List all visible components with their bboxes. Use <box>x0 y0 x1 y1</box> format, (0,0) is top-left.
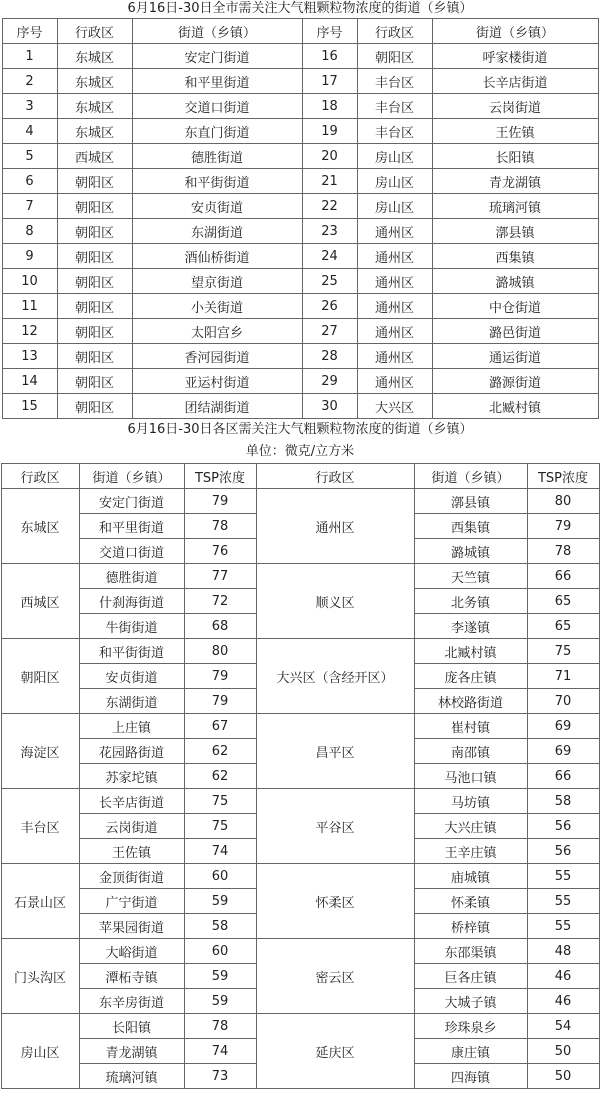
table-row <box>2 344 598 369</box>
col-header-street: 街道（乡镇） <box>414 464 527 489</box>
cell-street: 太阳宫乡 <box>132 319 302 344</box>
cell-street: 和平街街道 <box>132 169 302 194</box>
col-header-tsp: TSP浓度 <box>184 464 256 489</box>
cell-tsp: 78 <box>184 514 256 539</box>
cell-street: 交道口街道 <box>132 94 302 119</box>
district-cell: 丰台区 <box>1 789 79 864</box>
cell-index: 16 <box>302 44 357 69</box>
table-row <box>2 269 598 294</box>
cell-index: 18 <box>302 94 357 119</box>
cell-street: 马坊镇 <box>414 789 527 814</box>
cell-street: 珍珠泉乡 <box>414 1014 527 1039</box>
cell-street: 东直门街道 <box>132 119 302 144</box>
cell-street: 北臧村镇 <box>432 394 598 419</box>
cell-district: 朝阳区 <box>57 219 132 244</box>
cell-street: 青龙湖镇 <box>432 169 598 194</box>
cell-district: 西城区 <box>57 144 132 169</box>
cell-street: 北臧村镇 <box>414 639 527 664</box>
cell-street: 四海镇 <box>414 1064 527 1089</box>
district-tsp-table <box>1 463 600 1089</box>
cell-tsp: 60 <box>184 939 256 964</box>
district-cell: 通州区 <box>256 489 414 564</box>
table-header-row <box>2 19 598 44</box>
cell-district: 朝阳区 <box>57 394 132 419</box>
district-cell: 平谷区 <box>256 789 414 864</box>
col-header-street: 街道（乡镇） <box>79 464 184 489</box>
cell-street: 大兴庄镇 <box>414 814 527 839</box>
cell-tsp: 74 <box>184 1039 256 1064</box>
cell-district: 通州区 <box>357 319 432 344</box>
cell-street: 长阳镇 <box>79 1014 184 1039</box>
cell-index: 1 <box>2 44 57 69</box>
citywide-streets-table <box>2 18 599 419</box>
col-header-index: 序号 <box>2 19 57 44</box>
cell-district: 通州区 <box>357 344 432 369</box>
cell-tsp: 80 <box>184 639 256 664</box>
col-header-district: 行政区 <box>57 19 132 44</box>
col-header-district: 行政区 <box>357 19 432 44</box>
cell-street: 上庄镇 <box>79 714 184 739</box>
cell-tsp: 74 <box>184 839 256 864</box>
cell-district: 通州区 <box>357 219 432 244</box>
cell-tsp: 66 <box>527 764 599 789</box>
cell-street: 潞邑街道 <box>432 319 598 344</box>
cell-street: 西集镇 <box>432 244 598 269</box>
cell-index: 29 <box>302 369 357 394</box>
cell-street: 金顶街街道 <box>79 864 184 889</box>
cell-street: 青龙湖镇 <box>79 1039 184 1064</box>
cell-street: 香河园街道 <box>132 344 302 369</box>
table-header-row <box>1 464 599 489</box>
cell-index: 24 <box>302 244 357 269</box>
cell-street: 东湖街道 <box>132 219 302 244</box>
cell-tsp: 71 <box>527 664 599 689</box>
cell-street: 和平街街道 <box>79 639 184 664</box>
col-header-street: 街道（乡镇） <box>432 19 598 44</box>
cell-tsp: 59 <box>184 989 256 1014</box>
cell-district: 通州区 <box>357 269 432 294</box>
cell-index: 15 <box>2 394 57 419</box>
cell-tsp: 72 <box>184 589 256 614</box>
district-cell: 朝阳区 <box>1 639 79 714</box>
cell-street: 安定门街道 <box>79 489 184 514</box>
cell-street: 琉璃河镇 <box>79 1064 184 1089</box>
cell-street: 中仓街道 <box>432 294 598 319</box>
cell-tsp: 46 <box>527 989 599 1014</box>
cell-tsp: 65 <box>527 614 599 639</box>
district-cell: 顺义区 <box>256 564 414 639</box>
col-header-index: 序号 <box>302 19 357 44</box>
table-row <box>2 69 598 94</box>
cell-index: 2 <box>2 69 57 94</box>
cell-tsp: 59 <box>184 889 256 914</box>
table1-title: 6月16日-30日全市需关注大气粗颗粒物浓度的街道（乡镇） <box>127 1 473 16</box>
cell-district: 丰台区 <box>357 69 432 94</box>
cell-street: 西集镇 <box>414 514 527 539</box>
district-cell: 密云区 <box>256 939 414 1014</box>
cell-index: 17 <box>302 69 357 94</box>
table-row <box>2 94 598 119</box>
cell-street: 酒仙桥街道 <box>132 244 302 269</box>
table-row <box>2 144 598 169</box>
cell-district: 朝阳区 <box>57 294 132 319</box>
cell-street: 怀柔镇 <box>414 889 527 914</box>
cell-tsp: 68 <box>184 614 256 639</box>
table-row <box>1 864 599 889</box>
district-cell: 大兴区（含经开区） <box>256 639 414 714</box>
district-cell: 门头沟区 <box>1 939 79 1014</box>
cell-district: 朝阳区 <box>57 319 132 344</box>
cell-tsp: 50 <box>527 1039 599 1064</box>
cell-tsp: 62 <box>184 739 256 764</box>
cell-street: 什刹海街道 <box>79 589 184 614</box>
cell-district: 朝阳区 <box>57 344 132 369</box>
cell-district: 丰台区 <box>357 119 432 144</box>
cell-tsp: 48 <box>527 939 599 964</box>
table-row <box>2 244 598 269</box>
district-cell: 房山区 <box>1 1014 79 1089</box>
cell-street: 安贞街道 <box>79 664 184 689</box>
cell-district: 房山区 <box>357 194 432 219</box>
cell-street: 大城子镇 <box>414 989 527 1014</box>
table-row <box>1 939 599 964</box>
cell-index: 6 <box>2 169 57 194</box>
col-header-tsp: TSP浓度 <box>527 464 599 489</box>
cell-index: 11 <box>2 294 57 319</box>
cell-tsp: 55 <box>527 889 599 914</box>
cell-tsp: 67 <box>184 714 256 739</box>
cell-tsp: 76 <box>184 539 256 564</box>
cell-district: 朝阳区 <box>57 244 132 269</box>
cell-tsp: 59 <box>184 964 256 989</box>
cell-tsp: 70 <box>527 689 599 714</box>
cell-street: 亚运村街道 <box>132 369 302 394</box>
cell-tsp: 56 <box>527 839 599 864</box>
cell-street: 德胜街道 <box>79 564 184 589</box>
table-row <box>2 119 598 144</box>
col-header-district: 行政区 <box>256 464 414 489</box>
cell-street: 王佐镇 <box>432 119 598 144</box>
cell-street: 庞各庄镇 <box>414 664 527 689</box>
cell-street: 云岗街道 <box>432 94 598 119</box>
table-row <box>2 294 598 319</box>
cell-street: 潞城镇 <box>414 539 527 564</box>
cell-index: 5 <box>2 144 57 169</box>
table-row <box>2 194 598 219</box>
col-header-district: 行政区 <box>1 464 79 489</box>
cell-street: 望京街道 <box>132 269 302 294</box>
district-cell: 西城区 <box>1 564 79 639</box>
cell-tsp: 55 <box>527 864 599 889</box>
cell-district: 朝阳区 <box>357 44 432 69</box>
cell-tsp: 60 <box>184 864 256 889</box>
district-cell: 石景山区 <box>1 864 79 939</box>
cell-street: 林校路街道 <box>414 689 527 714</box>
cell-tsp: 50 <box>527 1064 599 1089</box>
cell-street: 潞城镇 <box>432 269 598 294</box>
cell-street: 德胜街道 <box>132 144 302 169</box>
cell-street: 交道口街道 <box>79 539 184 564</box>
cell-district: 丰台区 <box>357 94 432 119</box>
cell-street: 潭柘寺镇 <box>79 964 184 989</box>
cell-tsp: 78 <box>184 1014 256 1039</box>
cell-street: 南邵镇 <box>414 739 527 764</box>
district-cell: 海淀区 <box>1 714 79 789</box>
cell-street: 桥梓镇 <box>414 914 527 939</box>
cell-tsp: 62 <box>184 764 256 789</box>
cell-street: 北务镇 <box>414 589 527 614</box>
cell-district: 通州区 <box>357 244 432 269</box>
cell-street: 东湖街道 <box>79 689 184 714</box>
cell-index: 10 <box>2 269 57 294</box>
cell-tsp: 69 <box>527 714 599 739</box>
table2-title: 6月16日-30日各区需关注大气粗颗粒物浓度的街道（乡镇） <box>127 422 473 437</box>
cell-street: 康庄镇 <box>414 1039 527 1064</box>
cell-tsp: 65 <box>527 589 599 614</box>
cell-district: 东城区 <box>57 69 132 94</box>
cell-index: 25 <box>302 269 357 294</box>
cell-index: 8 <box>2 219 57 244</box>
cell-street: 天竺镇 <box>414 564 527 589</box>
cell-index: 4 <box>2 119 57 144</box>
table-row <box>1 489 599 514</box>
cell-street: 王佐镇 <box>79 839 184 864</box>
table-row <box>2 169 598 194</box>
table-row <box>2 319 598 344</box>
table-row <box>1 564 599 589</box>
col-header-street: 街道（乡镇） <box>132 19 302 44</box>
cell-street: 通运街道 <box>432 344 598 369</box>
cell-index: 27 <box>302 319 357 344</box>
cell-street: 长阳镇 <box>432 144 598 169</box>
cell-district: 东城区 <box>57 44 132 69</box>
cell-index: 14 <box>2 369 57 394</box>
cell-tsp: 66 <box>527 564 599 589</box>
cell-index: 26 <box>302 294 357 319</box>
cell-street: 团结湖街道 <box>132 394 302 419</box>
cell-street: 小关街道 <box>132 294 302 319</box>
cell-street: 潞源街道 <box>432 369 598 394</box>
table-row <box>1 1014 599 1039</box>
cell-street: 崔村镇 <box>414 714 527 739</box>
table-row <box>1 714 599 739</box>
cell-tsp: 79 <box>184 664 256 689</box>
cell-street: 和平里街道 <box>79 514 184 539</box>
cell-tsp: 79 <box>184 489 256 514</box>
table2-unit: 单位：微克/立方米 <box>245 444 355 459</box>
cell-index: 22 <box>302 194 357 219</box>
cell-street: 安贞街道 <box>132 194 302 219</box>
table-row <box>2 369 598 394</box>
cell-tsp: 79 <box>184 689 256 714</box>
cell-tsp: 77 <box>184 564 256 589</box>
cell-street: 呼家楼街道 <box>432 44 598 69</box>
district-cell: 怀柔区 <box>256 864 414 939</box>
cell-tsp: 56 <box>527 814 599 839</box>
cell-district: 朝阳区 <box>57 369 132 394</box>
table-row <box>1 789 599 814</box>
cell-tsp: 55 <box>527 914 599 939</box>
cell-tsp: 46 <box>527 964 599 989</box>
cell-index: 21 <box>302 169 357 194</box>
cell-index: 9 <box>2 244 57 269</box>
cell-street: 马池口镇 <box>414 764 527 789</box>
cell-street: 巨各庄镇 <box>414 964 527 989</box>
district-cell: 昌平区 <box>256 714 414 789</box>
cell-index: 13 <box>2 344 57 369</box>
cell-tsp: 73 <box>184 1064 256 1089</box>
cell-tsp: 58 <box>184 914 256 939</box>
cell-index: 7 <box>2 194 57 219</box>
cell-index: 19 <box>302 119 357 144</box>
cell-tsp: 75 <box>184 789 256 814</box>
cell-street: 漷县镇 <box>432 219 598 244</box>
table-row <box>1 639 599 664</box>
cell-index: 3 <box>2 94 57 119</box>
cell-street: 李遂镇 <box>414 614 527 639</box>
cell-street: 东邵渠镇 <box>414 939 527 964</box>
table-row <box>2 394 598 419</box>
table-row <box>2 219 598 244</box>
cell-tsp: 69 <box>527 739 599 764</box>
cell-district: 朝阳区 <box>57 269 132 294</box>
cell-street: 花园路街道 <box>79 739 184 764</box>
cell-street: 东辛房街道 <box>79 989 184 1014</box>
cell-tsp: 58 <box>527 789 599 814</box>
cell-street: 大峪街道 <box>79 939 184 964</box>
cell-street: 苹果园街道 <box>79 914 184 939</box>
cell-district: 东城区 <box>57 94 132 119</box>
table-row <box>2 44 598 69</box>
cell-index: 28 <box>302 344 357 369</box>
cell-street: 和平里街道 <box>132 69 302 94</box>
cell-street: 长辛店街道 <box>432 69 598 94</box>
cell-street: 苏家坨镇 <box>79 764 184 789</box>
cell-tsp: 54 <box>527 1014 599 1039</box>
cell-street: 长辛店街道 <box>79 789 184 814</box>
cell-street: 庙城镇 <box>414 864 527 889</box>
cell-street: 漷县镇 <box>414 489 527 514</box>
cell-index: 12 <box>2 319 57 344</box>
district-cell: 延庆区 <box>256 1014 414 1089</box>
cell-street: 安定门街道 <box>132 44 302 69</box>
cell-district: 东城区 <box>57 119 132 144</box>
cell-index: 20 <box>302 144 357 169</box>
district-cell: 东城区 <box>1 489 79 564</box>
cell-street: 云岗街道 <box>79 814 184 839</box>
cell-tsp: 75 <box>184 814 256 839</box>
cell-index: 23 <box>302 219 357 244</box>
cell-street: 广宁街道 <box>79 889 184 914</box>
cell-tsp: 78 <box>527 539 599 564</box>
cell-district: 朝阳区 <box>57 169 132 194</box>
cell-district: 大兴区 <box>357 394 432 419</box>
cell-tsp: 79 <box>527 514 599 539</box>
cell-district: 通州区 <box>357 294 432 319</box>
cell-district: 房山区 <box>357 169 432 194</box>
cell-street: 琉璃河镇 <box>432 194 598 219</box>
cell-district: 房山区 <box>357 144 432 169</box>
cell-district: 通州区 <box>357 369 432 394</box>
cell-index: 30 <box>302 394 357 419</box>
cell-tsp: 80 <box>527 489 599 514</box>
cell-district: 朝阳区 <box>57 194 132 219</box>
cell-street: 王辛庄镇 <box>414 839 527 864</box>
cell-tsp: 75 <box>527 639 599 664</box>
cell-street: 牛街街道 <box>79 614 184 639</box>
